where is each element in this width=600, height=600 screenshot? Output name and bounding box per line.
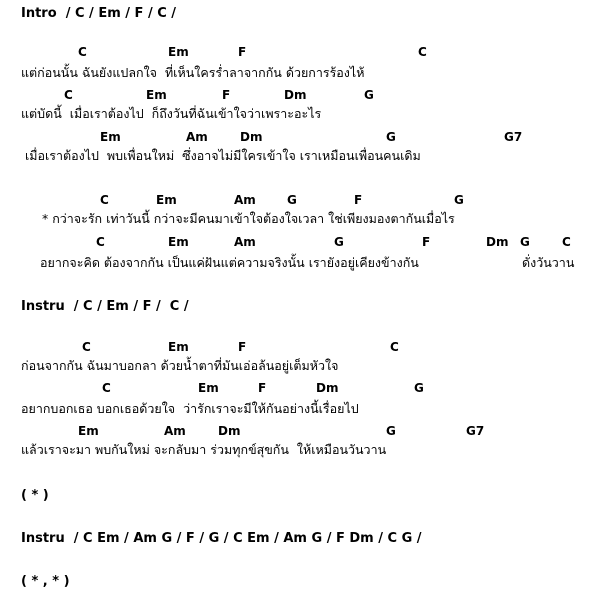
chord: C xyxy=(96,235,105,249)
chord: C xyxy=(78,45,87,59)
chord: G xyxy=(454,193,464,207)
lyric-line: เมื่อเราต้องไป พบเพื่อนใหม่ ซึ่งอาจไม่มีใครเข้าใจ เราเหมือนเพื่อนคนเดิม xyxy=(21,148,421,163)
chord: C xyxy=(100,193,109,207)
chord: G xyxy=(386,130,396,144)
chord: Dm xyxy=(240,130,263,144)
lyric-line: แล้วเราจะมา พบกันใหม่ จะกลับมา ร่วมทุกข์สุขกัน ให้เหมือนวันวาน xyxy=(21,442,387,457)
lyric-line: อยากจะคิด ต้องจากกัน เป็นแค่ฝันแต่ความจริงนั้น เรายังอยู่เคียงข้างกัน xyxy=(40,255,419,270)
chord: Em xyxy=(100,130,121,144)
chord: G xyxy=(364,88,374,102)
chord: Em xyxy=(168,45,189,59)
chord: Em xyxy=(78,424,99,438)
chord: Am xyxy=(164,424,186,438)
chord: G xyxy=(414,381,424,395)
chord: F xyxy=(422,235,431,249)
repeat-marker: ( * ) xyxy=(21,488,49,503)
chord: Em xyxy=(168,235,189,249)
chord: Am xyxy=(234,235,256,249)
chord: F xyxy=(238,45,247,59)
chord: G xyxy=(287,193,297,207)
chord: Am xyxy=(234,193,256,207)
lyric-line: แต่บัดนี้ เมื่อเราต้องไป ก็ถึงวันที่ฉันเข้าใจว่าเพราะอะไร xyxy=(21,106,322,121)
lyric-line: แต่ก่อนนั้น ฉันยังแปลกใจ ที่เห็นใครร่ำลาจากกัน ด้วยการร้องไห้ xyxy=(21,65,365,80)
chord: G xyxy=(334,235,344,249)
chord: G xyxy=(520,235,530,249)
chord: Em xyxy=(146,88,167,102)
chord: C xyxy=(64,88,73,102)
lyric-line: ดั่งวันวาน xyxy=(522,255,575,270)
chord: Dm xyxy=(486,235,509,249)
chord: Dm xyxy=(316,381,339,395)
chord: C xyxy=(390,340,399,354)
chord: C xyxy=(82,340,91,354)
chord: F xyxy=(222,88,231,102)
chord: Em xyxy=(198,381,219,395)
chord: Dm xyxy=(284,88,307,102)
chord: C xyxy=(102,381,111,395)
chord: C xyxy=(562,235,571,249)
instru-line: Instru / C Em / Am G / F / G / C Em / Am G / F Dm / C G / xyxy=(21,531,422,546)
chord: Am xyxy=(186,130,208,144)
chord: Em xyxy=(168,340,189,354)
chord: Em xyxy=(156,193,177,207)
lyric-line: อยากบอกเธอ บอกเธอด้วยใจ ว่ารักเราจะมีให้กันอย่างนี้เรื่อยไป xyxy=(21,401,359,416)
chord: F xyxy=(238,340,247,354)
repeat-marker: ( * , * ) xyxy=(21,574,70,589)
chord: F xyxy=(258,381,267,395)
chord: G7 xyxy=(466,424,485,438)
chord: F xyxy=(354,193,363,207)
instru-line: Instru / C / Em / F / C / xyxy=(21,299,189,314)
chord: G7 xyxy=(504,130,523,144)
lyric-line: * กว่าจะรัก เท่าวันนี้ กว่าจะมีคนมาเข้าใจต้องใจเวลา ใช่เพียงมองตากันเมื่อไร xyxy=(38,211,455,226)
chord: G xyxy=(386,424,396,438)
chord: C xyxy=(418,45,427,59)
chord: Dm xyxy=(218,424,241,438)
intro-line: Intro / C / Em / F / C / xyxy=(21,6,177,21)
lyric-line: ก่อนจากกัน ฉันมาบอกลา ด้วยน้ำตาที่มันเอ่อล้นอยู่เต็มหัวใจ xyxy=(21,358,339,373)
